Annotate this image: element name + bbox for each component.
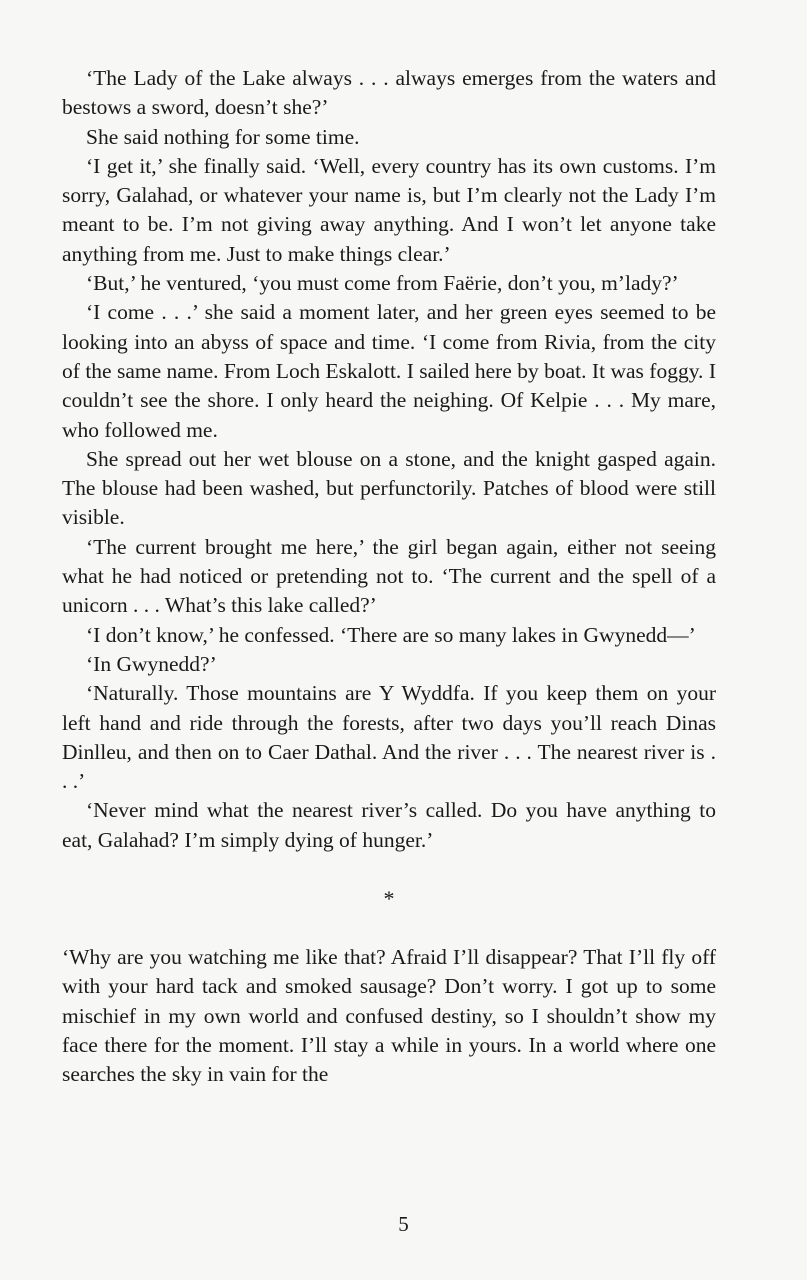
paragraph: ‘I don’t know,’ he confessed. ‘There are so many lakes in Gwynedd—’ [86,622,696,647]
paragraph: ‘But,’ he ventured, ‘you must come from Faërie, don’t you, m’lady?’ [86,271,679,296]
paragraph: ‘Never mind what the nearest river’s called. Do you have anything to eat, Galahad? I’m simply dying of hunger.’ [62,798,716,852]
paragraph: ‘In Gwynedd?’ [86,651,217,676]
paragraph: ‘I get it,’ she finally said. ‘Well, every country has its own customs. I’m sorry, Galahad, or whatever your name is, but I’m clearly not the Lady I’m meant to be. I’m not giving away anything. And I won’t let anyone take anything from me. Just to make things clear.’ [62,153,716,266]
paragraph: She said nothing for some time. [86,124,360,149]
page-number: 5 [398,1212,409,1236]
paragraph-after-break: ‘Why are you watching me like that? Afraid I’ll disappear? That I’ll fly off with your hard tack and smoked sausage? Don’t worry. I got up to some mischief in my own world and confused destiny, so I shouldn’t show my face there for the moment. I’ll stay a while in yours. In a world where one searches the sky in vain for the [62,945,716,1087]
paragraph: ‘The Lady of the Lake always . . . always emerges from the waters and bestows a sword, doesn’t she?’ [62,66,716,120]
paragraph: She spread out her wet blouse on a stone, and the knight gasped again. The blouse had been washed, but perfunctorily. Patches of blood were still visible. [62,446,716,530]
section-break-asterisk: * [383,886,395,912]
paragraph: ‘Naturally. Those mountains are Y Wyddfa. If you keep them on your left hand and ride through the forests, after two days you’ll reach Dinas Dinlleu, and then on to Caer Dathal. And the river . . . The nearest river is . . .’ [62,681,716,794]
paragraph: ‘The current brought me here,’ the girl began again, either not seeing what he had noticed or pretending not to. ‘The current and the spell of a unicorn . . . What’s this lake called?’ [62,534,716,618]
paragraph: ‘I come . . .’ she said a moment later, and her green eyes seemed to be looking into an abyss of space and time. ‘I come from Rivia, from the city of the same name. From Loch Eskalott. I sailed here by boat. It was foggy. I couldn’t see the shore. I only heard the neighing. Of Kelpie . . . My mare, who followed me. [62,300,716,442]
book-page [62,64,716,1090]
